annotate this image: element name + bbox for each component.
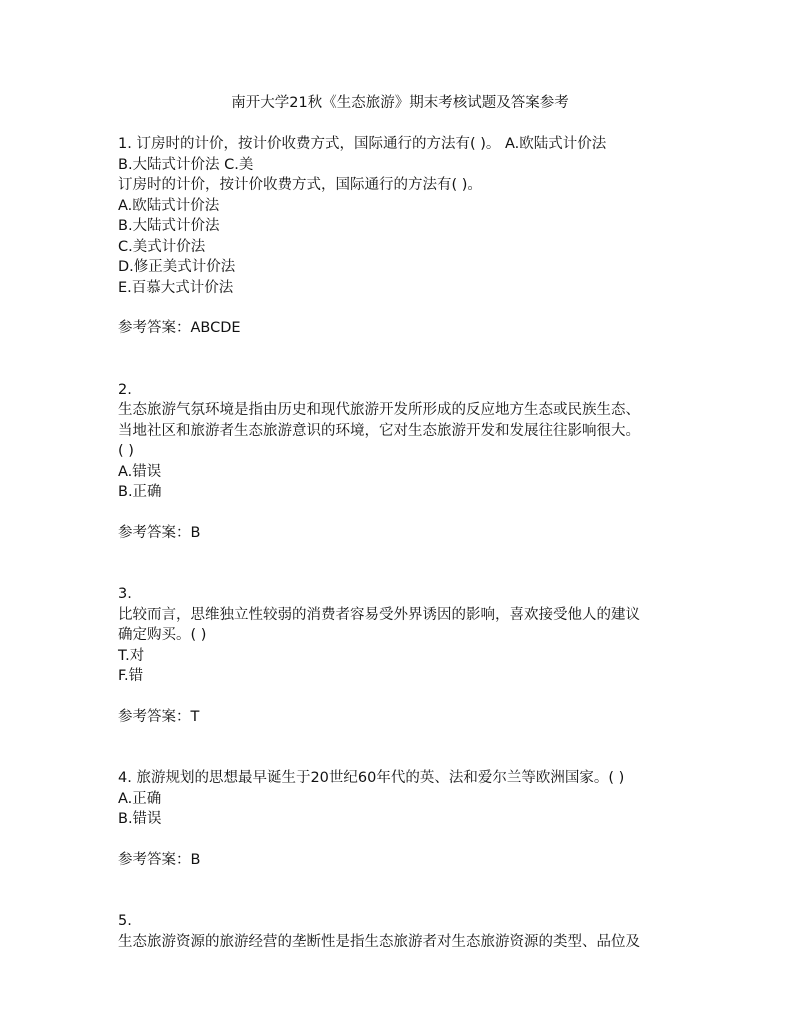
option-e: E.百慕大式计价法 [118,279,234,296]
question-text-line: 生态旅游资源的旅游经营的垄断性是指生态旅游者对生态旅游资源的类型、品位及 [118,933,640,950]
reference-answer: 参考答案：B [118,524,201,541]
question-5 [118,911,718,952]
question-text-line: B.大陆式计价法 C.美 [118,156,254,173]
option-a: A.欧陆式计价法 [118,197,220,214]
question-number: 5. [118,913,132,929]
option-c: C.美式计价法 [118,238,206,255]
option-a: A.正确 [118,790,162,807]
reference-answer: 参考答案：ABCDE [118,320,241,336]
question-text-line: 1. 订房时的计价，按计价收费方式，国际通行的方法有( )。 A.欧陆式计价法 [118,136,607,152]
reference-answer: 参考答案：B [118,851,201,868]
option-b: B.大陆式计价法 [118,218,220,234]
option-f: F.错 [118,668,144,684]
question-3 [118,584,718,727]
question-4 [118,768,718,870]
option-a: A.错误 [118,463,162,480]
question-text-line: 当地社区和旅游者生态旅游意识的环境，它对生态旅游开发和发展往往影响很大。 [118,422,640,439]
question-text-line: 确定购买。( ) [118,627,207,643]
option-t: T.对 [118,647,145,664]
question-stem: 订房时的计价，按计价收费方式，国际通行的方法有( )。 [118,177,482,193]
question-text-line: 比较而言，思维独立性较弱的消费者容易受外界诱因的影响，喜欢接受他人的建议 [118,606,640,623]
page-title: 南开大学21秋《生态旅游》期末考核试题及答案参考 [231,95,569,111]
option-d: D.修正美式计价法 [118,259,236,275]
answer-blank: ( ) [118,443,134,459]
option-b: B.正确 [118,484,162,500]
option-b: B.错误 [118,811,162,827]
reference-answer: 参考答案：T [118,708,200,725]
question-1 [118,134,718,339]
question-number: 3. [118,586,132,602]
question-text-line: 生态旅游气氛环境是指由历史和现代旅游开发所形成的反应地方生态或民族生态、 [118,402,640,418]
question-text-line: 4. 旅游规划的思想最早诞生于20世纪60年代的英、法和爱尔兰等欧洲国家。( ) [118,770,625,786]
question-number: 2. [118,381,132,398]
question-2 [118,380,718,544]
question-list [118,134,718,952]
